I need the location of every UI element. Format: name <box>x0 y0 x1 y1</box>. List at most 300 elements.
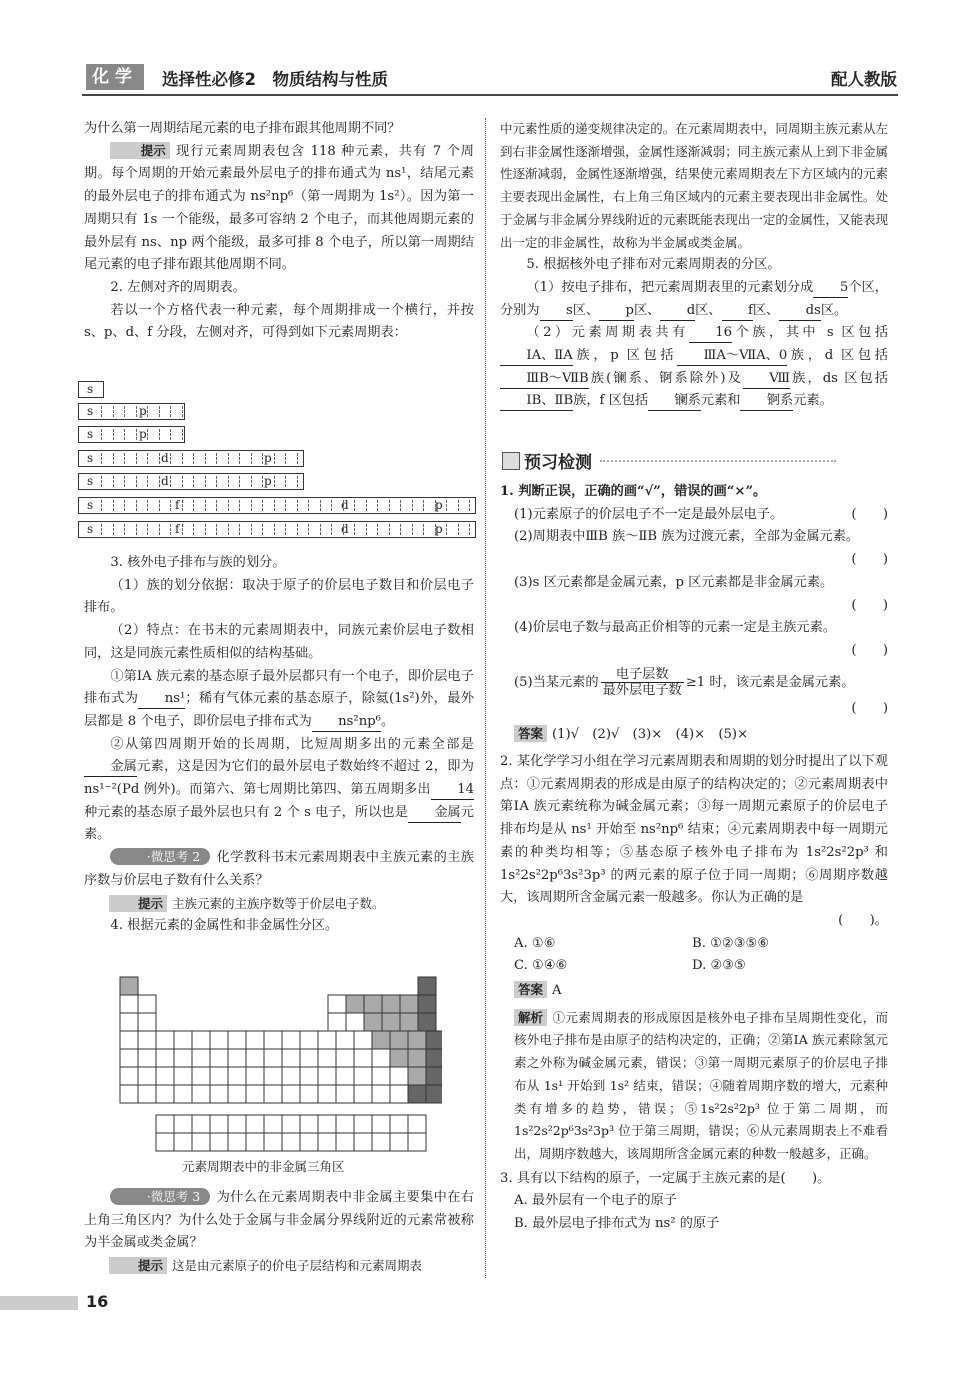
text-run: 区 <box>695 302 709 318</box>
table-cell <box>426 1085 442 1103</box>
text-run: (4)价层电子数与最高正价相等的元素一定是主族元素。 <box>514 620 836 636</box>
fraction <box>601 667 684 698</box>
text-run: 族，ds 区包括 <box>790 370 888 386</box>
table-cell <box>264 1067 282 1085</box>
table-cell <box>426 1049 442 1067</box>
tip-paragraph-3 <box>84 1255 474 1278</box>
cell-divider <box>297 524 298 535</box>
cell-divider <box>377 500 378 511</box>
answer-blank: ⅠB、ⅡB <box>500 392 573 411</box>
table-cell <box>192 1031 210 1049</box>
f-block-cell <box>156 1133 174 1151</box>
grid-label-s: s <box>87 522 94 536</box>
q3-option-a[interactable]: A. 最外层有一个电子的原子 <box>514 1193 677 1209</box>
table-cell <box>138 1067 156 1085</box>
cell-divider <box>274 524 275 535</box>
answer-blank: ds <box>779 302 821 321</box>
cell-divider <box>101 453 102 464</box>
answer-paren: ( ) <box>851 506 888 522</box>
text-run: A <box>552 983 562 999</box>
cell-divider <box>124 429 125 440</box>
cell-divider <box>205 500 206 511</box>
cell-divider <box>182 500 183 511</box>
answer-paren: ( ) <box>851 597 888 613</box>
table-cell <box>282 1085 300 1103</box>
cell-divider <box>366 500 367 511</box>
cell-divider <box>274 476 275 487</box>
cell-divider <box>124 476 125 487</box>
f-block-cell <box>354 1133 372 1151</box>
table-cell <box>354 1085 372 1103</box>
cell-divider <box>182 406 183 417</box>
micro-think-badge: ·微思考 3 <box>110 1188 210 1205</box>
cell-divider <box>147 500 148 511</box>
table-cell <box>390 1049 408 1067</box>
cell-divider <box>469 500 470 511</box>
cell-divider <box>113 476 114 487</box>
cell-divider <box>389 524 390 535</box>
text-run: ②从第四周期开始的长周期，比短周期多出的元素全部是 <box>110 736 474 752</box>
cell-divider <box>136 453 137 464</box>
cell-divider <box>400 500 401 511</box>
cell-divider <box>182 453 183 464</box>
f-block-cell <box>282 1133 300 1151</box>
cell-divider <box>343 524 344 535</box>
cell-divider <box>239 453 240 464</box>
q1-item-5 <box>500 667 888 721</box>
answer-blank: s <box>540 302 573 321</box>
table-cell <box>408 1049 426 1067</box>
tip-badge: 提示 <box>109 1257 167 1274</box>
table-cell <box>318 1085 336 1103</box>
table-cell <box>336 1049 354 1067</box>
cell-divider <box>331 500 332 511</box>
period-row-6 <box>78 497 476 514</box>
grid-label-s: s <box>87 451 94 465</box>
table-cell <box>408 1031 426 1049</box>
cell-divider <box>285 453 286 464</box>
cell-divider <box>170 406 171 417</box>
f-block-cell <box>210 1115 228 1133</box>
answer-blank: 14 <box>431 781 474 800</box>
table-cell <box>246 1049 264 1067</box>
answer-blank: ns²np⁶ <box>312 713 381 732</box>
text-run: 族，p 区包括 <box>572 348 678 364</box>
table-cell <box>138 1085 156 1103</box>
cell-divider <box>228 453 229 464</box>
table-cell <box>372 1085 390 1103</box>
text-run: 2. 某化学学习小组在学习元素周期表和周期的划分时提出了以下观点：①元素周期表的形成是由原子的结构决定的；②元素周期表中第ⅠA 族元素统称为碱金属元素；③每一周期元素原子的价层电子排布均是从 ns¹ 开始至 ns²np⁶ 结束；④元素周期表中每一周期元素的种类均相等；⑤基态原子核外电子排布为 1s²2s²2p³ 和 1s²2s²2p⁶3s²3p³ 的两元素的原子位于同一周期；⑥周期序数越大，该周期所含金属元素一般越多。你认为正确的是 <box>500 754 888 906</box>
table-cell <box>246 1067 264 1085</box>
text-run: 区 <box>633 302 648 318</box>
answer-blank: d <box>660 302 695 321</box>
table-cell <box>282 1067 300 1085</box>
option-d[interactable]: D. ②③⑤ <box>692 958 746 974</box>
cell-divider <box>412 500 413 511</box>
section-3-p3 <box>84 666 474 734</box>
cell-divider <box>446 500 447 511</box>
q2-answer <box>500 980 888 1003</box>
option-c[interactable]: C. ①④⑥ <box>514 958 568 974</box>
cell-divider <box>216 500 217 511</box>
cell-divider <box>124 406 125 417</box>
cell-divider <box>170 429 171 440</box>
f-block-cell <box>390 1115 408 1133</box>
q1-item-2 <box>500 526 888 571</box>
table-cell <box>120 1031 138 1049</box>
tip-continuation: 中元素性质的递变规律决定的。在元素周期表中，同周期主族元素从左到右非金属性逐渐增强，金属性逐渐减弱；同主族元素从上到下非金属性逐渐减弱，金属性逐渐增强，结果使元素周期表左下方区域内的元素主要表现出金属性，右上角三角区域内的元素主要表现出非金属性。处于金属与非金属分界线附近的元素既能表现出一定的金属性，又能表现出一定的非金属性，故称为半金属或类金属。 <box>500 121 888 250</box>
cell-divider <box>239 500 240 511</box>
answer-blank: 金属 <box>84 758 137 777</box>
cell-divider <box>216 453 217 464</box>
cell-divider <box>193 524 194 535</box>
cell-divider <box>469 524 470 535</box>
cell-divider <box>205 524 206 535</box>
question-intro: 为什么第一周期结尾元素的电子排布跟其他周期不同？ <box>84 121 401 136</box>
cell-divider <box>285 524 286 535</box>
cell-divider <box>136 429 137 440</box>
cell-divider <box>113 500 114 511</box>
book-title: 选择性必修2 物质结构与性质 <box>162 70 388 89</box>
text-run: 族，f 区包括 <box>573 393 649 409</box>
cell-divider <box>101 524 102 535</box>
grid-label-s: s <box>87 404 94 418</box>
table-cell <box>192 1067 210 1085</box>
section-3-p4 <box>84 734 474 848</box>
table-cell <box>354 1049 372 1067</box>
text-run: ①元素周期表的形成原因是核外电子排布呈周期性变化，而核外电子排布是由原子的结构决定的，正确；②第ⅠA 族元素除氢元素之外称为碱金属元素，错误；③第一周期元素原子的价层电子排布从 1s¹ 开始到 1s² 结束，错误；④随着周期序数的增大，元素种类有增多的趋势，错误；⑤1s²2s²2p³ 位于第二周期，而 1s²2s²2p⁶3s²3p³ 位于第三周期，错误；⑥从元素周期表上不难看出，周期序数越大，该周期所含金属元素的种数一般越多，正确。 <box>514 1009 888 1161</box>
period-row-4 <box>78 450 304 467</box>
q3-text: 3. 具有以下结构的原子，一定属于主族元素的是( )。 <box>500 1170 831 1186</box>
answer-blank: ns¹ <box>138 690 185 709</box>
text-run: 族(镧系、锕系除外)及 <box>588 370 743 386</box>
tip-badge: 提示 <box>109 895 167 912</box>
text-run: ①第ⅠA 族元素的基态原子最外层都只有一个电子，即价层电子排布式为 <box>84 668 474 707</box>
answer-paren: ( ) <box>851 552 888 568</box>
text-run: 区 <box>752 302 767 318</box>
text-run: 个族，其中 s 区包括 <box>732 325 889 341</box>
cell-divider <box>285 476 286 487</box>
cell-divider <box>262 453 263 464</box>
cell-divider <box>354 500 355 511</box>
text-run: 个区，分别为 <box>500 279 888 318</box>
answer-paren: ( ) <box>851 642 888 658</box>
table-cell <box>264 1085 282 1103</box>
table-cell <box>372 1049 390 1067</box>
option-a[interactable]: A. ①⑥ <box>514 935 556 951</box>
table-cell <box>390 1067 408 1085</box>
cell-divider <box>147 453 148 464</box>
table-cell <box>336 1031 354 1049</box>
answer-paren: ( )。 <box>838 912 888 928</box>
cell-divider <box>113 453 114 464</box>
f-block-cell <box>192 1133 210 1151</box>
cell-divider <box>101 500 102 511</box>
cell-divider <box>147 524 148 535</box>
figure-caption: 元素周期表中的非金属三角区 <box>182 1159 345 1174</box>
section-title-text: 预习检测 <box>524 453 592 473</box>
text-run: 为什么在元素周期表中非金属主要集中在右上角三角区内？为什么处于金属与非金属分界线附近的元素常被称为半金属或类金属？ <box>84 1190 474 1251</box>
q1-answer <box>500 724 888 747</box>
cell-divider <box>343 500 344 511</box>
f-block-cell <box>318 1133 336 1151</box>
grid-label-p: p <box>264 474 272 488</box>
f-block-cell <box>408 1133 426 1151</box>
cell-divider <box>308 524 309 535</box>
f-block-cell <box>300 1133 318 1151</box>
text-run: 主族元素的主族序数等于价层电子数。 <box>172 895 385 911</box>
table-cell <box>372 1031 390 1049</box>
f-block-cell <box>336 1133 354 1151</box>
cell-divider <box>239 476 240 487</box>
answer-paren: ( ) <box>851 700 888 716</box>
grid-label-d: d <box>161 451 169 465</box>
cell-divider <box>182 476 183 487</box>
cell-divider <box>228 524 229 535</box>
period-row-5 <box>78 473 304 490</box>
micro-think-badge: ·微思考 2 <box>110 848 210 865</box>
text-run: 。 <box>380 713 395 729</box>
grid-label-d: d <box>341 498 349 512</box>
cell-divider <box>113 406 114 417</box>
cell-divider <box>113 429 114 440</box>
cell-divider <box>216 524 217 535</box>
tip-paragraph-1 <box>84 141 474 277</box>
table-cell <box>192 1085 210 1103</box>
section-5-title: 5. 根据核外电子排布对元素周期表的分区。 <box>526 257 781 273</box>
cell-divider <box>159 453 160 464</box>
q1-item-4 <box>500 617 888 662</box>
table-cell <box>120 1085 138 1103</box>
f-block-cell <box>336 1115 354 1133</box>
f-block-cell <box>156 1115 174 1133</box>
table-cell <box>264 1049 282 1067</box>
table-cell <box>210 1049 228 1067</box>
table-cell <box>282 1031 300 1049</box>
cell-divider <box>205 453 206 464</box>
cell-divider <box>320 524 321 535</box>
cell-divider <box>274 453 275 464</box>
section-3-p2: （2）特点：在书末的元素周期表中，同族元素价层电子数相同，这是同族元素性质相似的结构基础。 <box>84 623 474 661</box>
answer-blank: 金属 <box>408 804 461 823</box>
answer-blank: 16 <box>689 324 732 343</box>
answer-blank: f <box>722 302 753 321</box>
cell-divider <box>147 406 148 417</box>
cell-divider <box>170 500 171 511</box>
option-b[interactable]: B. ①②③⑤⑥ <box>692 935 770 951</box>
answer-blank: ⅠA、ⅡA <box>500 347 573 366</box>
section-5-p1: （1）按电子排布，把元素周期表里的元素划分成 5个区，分别为 s区、 p区、 d区、 f区、 ds区。 <box>500 277 888 322</box>
q2-options-row-2 <box>500 955 888 978</box>
answer-blank: ⅢB～ⅦB <box>500 370 589 389</box>
table-cell <box>300 1049 318 1067</box>
table-cell <box>174 1085 192 1103</box>
cell-divider <box>458 524 459 535</box>
cell-divider <box>412 524 413 535</box>
period-row-2 <box>78 403 185 420</box>
f-block-cell <box>174 1115 192 1133</box>
cell-divider <box>147 476 148 487</box>
cell-divider <box>159 406 160 417</box>
cell-divider <box>377 524 378 535</box>
table-cell <box>192 1049 210 1067</box>
text-run: ≥1 时，该元素是金属元素。 <box>685 674 855 690</box>
table-cell <box>318 1049 336 1067</box>
cell-divider <box>193 476 194 487</box>
cell-divider <box>193 500 194 511</box>
cell-divider <box>400 524 401 535</box>
cell-divider <box>136 406 137 417</box>
cell-divider <box>331 524 332 535</box>
lanthanide-actinide-rows <box>156 1115 426 1151</box>
cell-divider <box>159 524 160 535</box>
table-cell <box>210 1067 228 1085</box>
period-row-3 <box>78 426 185 443</box>
f-block-cell <box>264 1115 282 1133</box>
cell-divider <box>262 524 263 535</box>
table-cell <box>354 1067 372 1085</box>
answer-blank: p <box>599 302 634 321</box>
cell-divider <box>170 524 171 535</box>
grid-label-p: p <box>435 522 443 536</box>
table-cell <box>174 1031 192 1049</box>
cell-divider <box>205 476 206 487</box>
cell-divider <box>170 453 171 464</box>
text-run: (3)s 区元素都是金属元素，p 区元素都是非金属元素。 <box>514 574 834 590</box>
cell-divider <box>251 500 252 511</box>
cell-divider <box>435 524 436 535</box>
table-cell <box>408 1085 426 1103</box>
f-block-cell <box>192 1115 210 1133</box>
column-divider <box>485 118 486 1278</box>
section-rule <box>600 460 836 462</box>
text-run: 区 <box>572 302 586 318</box>
text-run: 元素。 <box>793 393 833 409</box>
page-number: 16 <box>86 1292 109 1311</box>
text-run: ；稀有气体元素的基态原子，除氦(1s²)外，最外层都是 8 个电子，即价层电子排布式为 <box>84 691 475 729</box>
text-run: (5)当某元素的 <box>514 674 599 690</box>
grid-label-p: p <box>435 498 443 512</box>
f-block-cell <box>228 1115 246 1133</box>
analysis-badge: 解析 <box>514 1009 547 1026</box>
table-cell <box>174 1067 192 1085</box>
f-block-cell <box>318 1115 336 1133</box>
table-cell <box>138 1049 156 1067</box>
cell-divider <box>124 453 125 464</box>
period-row-7 <box>78 521 476 538</box>
cell-divider <box>251 476 252 487</box>
cell-divider <box>147 429 148 440</box>
footer-bar <box>0 1296 78 1310</box>
cell-divider <box>124 500 125 511</box>
cell-divider <box>285 500 286 511</box>
grid-label-d: d <box>161 474 169 488</box>
cell-divider <box>228 500 229 511</box>
cell-divider <box>159 476 160 487</box>
answer-blank: 5 <box>813 279 848 298</box>
cell-divider <box>308 500 309 511</box>
cell-divider <box>136 524 137 535</box>
cell-divider <box>182 429 183 440</box>
tip-paragraph-2 <box>84 893 474 916</box>
text-run: (2)周期表中ⅢB 族～ⅡB 族为过渡元素，全部为金属元素。 <box>514 529 860 545</box>
cell-divider <box>239 524 240 535</box>
table-cell <box>138 1031 156 1049</box>
answer-blank: 锕系 <box>740 392 793 411</box>
cell-divider <box>354 524 355 535</box>
cell-divider <box>101 476 102 487</box>
q2-options-row-1 <box>500 933 888 956</box>
table-cell <box>228 1067 246 1085</box>
table-cell <box>336 1067 354 1085</box>
table-cell <box>246 1085 264 1103</box>
table-cell <box>210 1085 228 1103</box>
micro-think-2 <box>84 847 474 892</box>
q1-item-1 <box>500 504 888 527</box>
cell-divider <box>228 476 229 487</box>
f-block-cell <box>246 1115 264 1133</box>
table-cell <box>318 1031 336 1049</box>
q1-item-3 <box>500 572 888 617</box>
grid-label-f: f <box>175 522 180 536</box>
text-run: 元素。 <box>84 804 474 843</box>
cell-divider <box>423 500 424 511</box>
cell-divider <box>435 500 436 511</box>
q3-option-b[interactable]: B. 最外层电子排布式为 ns² 的原子 <box>514 1216 720 1232</box>
cell-divider <box>274 500 275 511</box>
table-cell <box>246 1031 264 1049</box>
table-cell <box>228 1085 246 1103</box>
section-4-title: 4. 根据元素的金属性和非金属性分区。 <box>110 918 339 934</box>
table-cell <box>390 1085 408 1103</box>
text-run: （1）按电子排布，把元素周期表里的元素划分成 <box>526 279 814 295</box>
table-cell <box>174 1049 192 1067</box>
cell-divider <box>423 524 424 535</box>
cell-divider <box>159 500 160 511</box>
table-cell <box>336 1085 354 1103</box>
cell-divider <box>170 476 171 487</box>
section-3-title: 3. 核外电子排布与族的划分。 <box>110 555 286 570</box>
answer-blank: Ⅷ <box>743 370 790 389</box>
f-block-cell <box>390 1133 408 1151</box>
f-block-cell <box>300 1115 318 1133</box>
cell-divider <box>113 524 114 535</box>
answer-badge: 答案 <box>514 725 547 742</box>
text-run: （2）元素周期表共有 <box>526 325 689 341</box>
section-3-p1: （1）族的划分依据：取决于原子的价层电子数目和价层电子排布。 <box>84 577 474 616</box>
period-row-1 <box>78 381 104 398</box>
cell-divider <box>389 500 390 511</box>
cell-divider <box>251 453 252 464</box>
grid-label-d: d <box>341 522 349 536</box>
f-block-cell <box>372 1115 390 1133</box>
cell-divider <box>446 524 447 535</box>
table-cell <box>300 1085 318 1103</box>
table-cell <box>354 1031 372 1049</box>
table-cell <box>426 1067 442 1085</box>
left-column-middle <box>84 552 474 938</box>
grid-label-s: s <box>87 474 94 488</box>
grid-label-p: p <box>264 451 272 465</box>
text-run: 元素，这是因为它们的最外层电子数始终不超过 2，即为 ns¹⁻²(Pd 例外)。而第六、第七周期比第四、第五周期多出 <box>84 759 474 798</box>
table-cell <box>426 1031 442 1049</box>
micro-think-3 <box>84 1187 474 1255</box>
right-column-exercises <box>500 481 888 1236</box>
grid-label-s: s <box>87 498 94 512</box>
left-column-top <box>84 118 474 345</box>
left-column-bottom <box>84 1187 474 1278</box>
text-run: 化学教科书末元素周期表中主族元素的主族序数与价层电子数有什么关系？ <box>84 850 474 888</box>
